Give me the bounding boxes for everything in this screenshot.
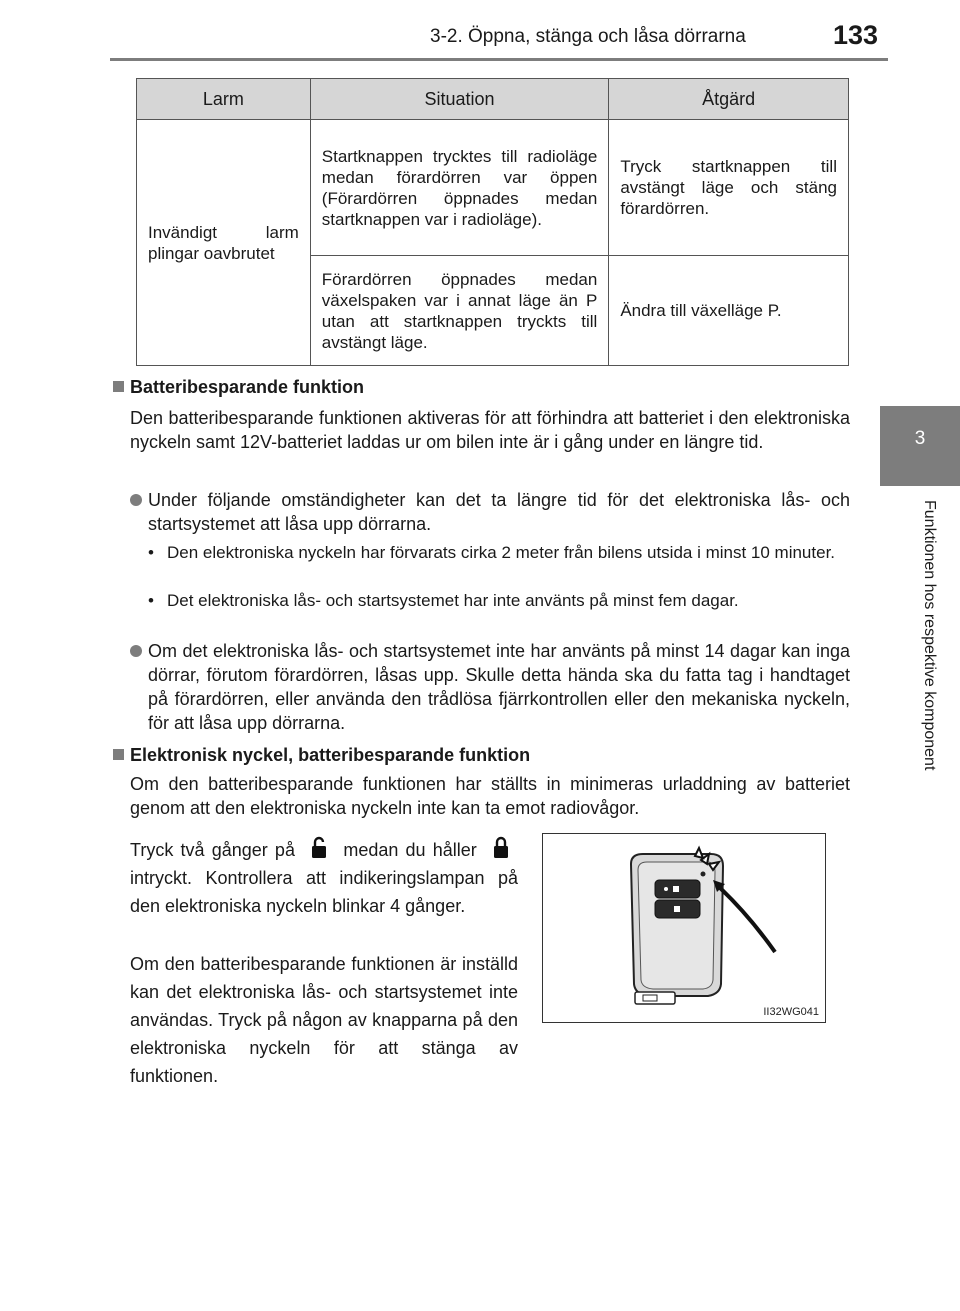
section2-intro: Om den batteribesparande funktionen har ställts in minimeras urladdning av batteriet genom att den elektroniska nyckeln inte kan ta emot radiovågor. xyxy=(130,774,850,818)
section-heading-key-battery-saving xyxy=(113,745,530,766)
section-heading-battery-saving xyxy=(113,377,364,398)
bullet-item xyxy=(130,488,850,536)
circle-bullet-icon xyxy=(130,494,142,506)
table-header-atgard: Åtgärd xyxy=(609,79,849,120)
figure-code: II32WG041 xyxy=(763,1006,819,1018)
table-cell-action: Ändra till växelläge P. xyxy=(609,256,849,366)
table-cell-alarm: Invändigt larm plingar oavbrutet xyxy=(137,120,311,366)
table-header-situation: Situation xyxy=(310,79,609,120)
table-header-row xyxy=(137,79,849,120)
lock-icon xyxy=(484,836,518,860)
header-title: 3-2. Öppna, stänga och låsa dörrarna xyxy=(430,26,746,47)
sub-bullet-item xyxy=(148,590,845,612)
bullet-text: Under följande omständigheter kan det ta längre tid för det elektroniska lås- och startsystemet att låsa upp dörrarna. xyxy=(148,490,850,534)
instruction-paragraph xyxy=(130,836,518,920)
dot-marker: • xyxy=(148,591,154,610)
table-cell-situation: Förardörren öppnades medan växelspaken var i annat läge än P utan att startknappen tryckts till avstängt läge. xyxy=(310,256,609,366)
section-heading-text: Batteribesparande funktion xyxy=(130,377,365,397)
chapter-label: Funktionen hos respektive komponent xyxy=(921,500,938,771)
header-rule xyxy=(110,58,888,61)
table-cell-action: Tryck startknappen till avstängt läge och stäng förardörren. xyxy=(609,120,849,256)
table-cell-situation: Startknappen trycktes till radioläge medan förardörren var öppen (Förardörren öppnades medan startknappen var i radioläge). xyxy=(310,120,609,256)
unlock-icon xyxy=(302,836,336,860)
instruction-text-a: Tryck två gånger på xyxy=(130,840,295,860)
dot-marker: • xyxy=(148,543,154,562)
deactivate-paragraph: Om den batteribesparande funktionen är inställd kan det elektroniska lås- och startsystemet inte användas. Tryck på någon av knapparna på den elektroniska nyckeln för att stänga av funktionen. xyxy=(130,954,518,1086)
alarm-table xyxy=(136,78,849,366)
chapter-tab xyxy=(880,406,960,486)
circle-bullet-icon xyxy=(130,645,142,657)
square-bullet-icon xyxy=(113,749,124,760)
sub-bullet-text: Den elektroniska nyckeln har förvarats cirka 2 meter från bilens utsida i minst 10 minuter. xyxy=(167,543,836,562)
bullet-item xyxy=(130,639,850,735)
table-header-larm: Larm xyxy=(137,79,311,120)
sub-bullet-text: Det elektroniska lås- och startsystemet har inte använts på minst fem dagar. xyxy=(167,591,739,610)
chapter-number: 3 xyxy=(914,428,926,449)
section-heading-text: Elektronisk nyckel, batteribesparande funktion xyxy=(130,745,531,765)
instruction-text-b: medan du håller xyxy=(343,840,477,860)
bullet-text: Om det elektroniska lås- och startsystemet inte har använts på minst 14 dagar kan inga dörrar, förutom förardörren, låsas upp. Skulle detta hända ska du fatta tag i handtaget på förardörren, eller använda den trådlösa fjärrkontrollen eller den mekaniska nyckeln, för att låsa upp dörrarna. xyxy=(148,641,850,733)
sub-bullet-item xyxy=(148,542,845,564)
section1-intro: Den batteribesparande funktionen aktiveras för att förhindra att batteriet i den elektroniska nyckeln samt 12V-batteriet laddas ur om bilen inte är i gång under en längre tid. xyxy=(130,408,850,452)
key-figure xyxy=(542,833,826,1023)
table-row xyxy=(137,120,849,256)
page-number: 133 xyxy=(833,20,879,50)
instruction-text-c: intryckt. Kontrollera att indikeringslampan på den elektroniska nyckeln blinkar 4 gånger. xyxy=(130,868,518,916)
square-bullet-icon xyxy=(113,381,124,392)
electronic-key-illustration xyxy=(543,834,825,1022)
